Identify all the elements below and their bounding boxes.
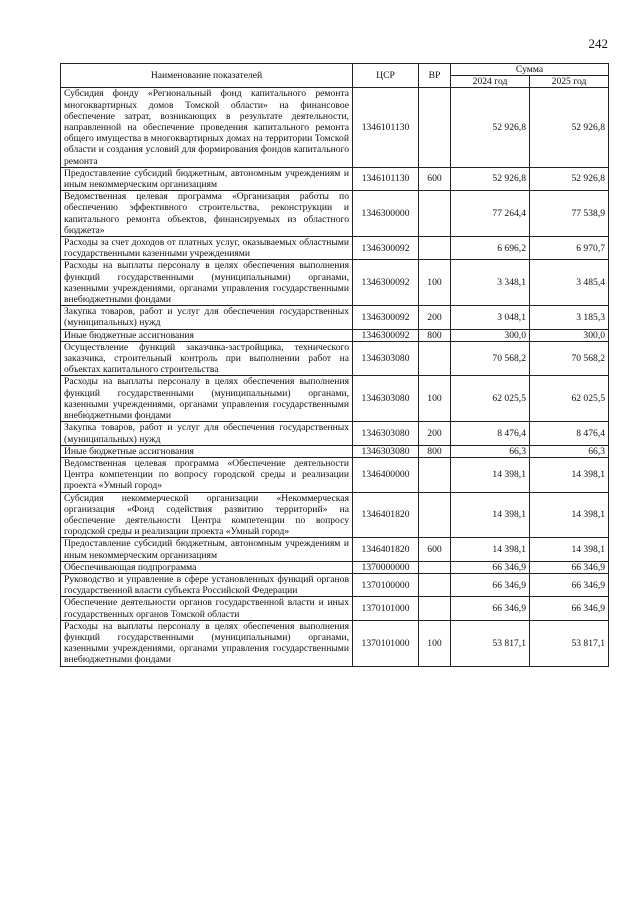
row-amount-2025: 14 398,1: [530, 538, 609, 561]
row-amount-2024: 14 398,1: [451, 492, 530, 538]
row-amount-2024: 3 348,1: [451, 260, 530, 306]
row-name: Субсидия некоммерческой организации «Некоммерческая организация «Фонд содействия развитию территорий» на обеспечение деятельности Центра компетенции по вопросу городской среды и реализации проекта «Умный город»: [61, 492, 353, 538]
row-csr: 1346300092: [353, 329, 419, 341]
header-year-2025: 2025 год: [530, 76, 609, 88]
table-row: [61, 191, 609, 237]
budget-table: [60, 63, 609, 667]
table-row: [61, 329, 609, 341]
row-csr: 1346303080: [353, 422, 419, 445]
table-row: [61, 341, 609, 376]
row-amount-2025: 70 568,2: [530, 341, 609, 376]
header-sum: Сумма: [451, 64, 609, 76]
row-amount-2024: 77 264,4: [451, 191, 530, 237]
row-csr: 1370101000: [353, 620, 419, 666]
row-name: Расходы на выплаты персоналу в целях обеспечения выполнения функций государственными (муниципальными) органами, казенными учреждениями, органами управления государственными внебюджетными фондами: [61, 620, 353, 666]
table-row: [61, 376, 609, 422]
row-name: Иные бюджетные ассигнования: [61, 445, 353, 457]
table-row: [61, 492, 609, 538]
row-csr: 1346400000: [353, 457, 419, 492]
table-row: [61, 306, 609, 329]
row-name: Ведомственная целевая программа «Организация работы по обеспечению эффективного строительства, реконструкции и капитального ремонта объектов, финансируемых из областного бюджета»: [61, 191, 353, 237]
table-row: [61, 620, 609, 666]
row-amount-2024: 14 398,1: [451, 538, 530, 561]
row-amount-2024: 53 817,1: [451, 620, 530, 666]
row-name: Предоставление субсидий бюджетным, автономным учреждениям и иным некоммерческим организациям: [61, 538, 353, 561]
row-vr: [419, 597, 451, 620]
row-csr: 1346401820: [353, 538, 419, 561]
row-name: Расходы на выплаты персоналу в целях обеспечения выполнения функций государственными (муниципальными) органами, казенными учреждениями, органами управления государственными внебюджетными фондами: [61, 376, 353, 422]
table-row: [61, 457, 609, 492]
row-amount-2025: 66,3: [530, 445, 609, 457]
row-csr: 1346300092: [353, 260, 419, 306]
row-vr: 600: [419, 538, 451, 561]
row-vr: [419, 88, 451, 167]
table-row: [61, 260, 609, 306]
row-csr: 1346101130: [353, 88, 419, 167]
row-vr: 100: [419, 620, 451, 666]
row-csr: 1346303080: [353, 445, 419, 457]
row-amount-2024: 8 476,4: [451, 422, 530, 445]
table-row: [61, 88, 609, 167]
row-amount-2025: 66 346,9: [530, 573, 609, 596]
row-amount-2024: 300,0: [451, 329, 530, 341]
table-row: [61, 573, 609, 596]
row-amount-2025: 52 926,8: [530, 167, 609, 190]
table-row: [61, 167, 609, 190]
row-amount-2025: 62 025,5: [530, 376, 609, 422]
row-amount-2025: 6 970,7: [530, 237, 609, 260]
row-amount-2025: 3 485,4: [530, 260, 609, 306]
row-amount-2024: 66 346,9: [451, 573, 530, 596]
table-body: [61, 88, 609, 666]
row-amount-2024: 52 926,8: [451, 88, 530, 167]
table-row: [61, 597, 609, 620]
row-vr: [419, 191, 451, 237]
row-vr: 100: [419, 260, 451, 306]
row-vr: [419, 457, 451, 492]
row-amount-2024: 70 568,2: [451, 341, 530, 376]
row-name: Обеспечивающая подпрограмма: [61, 561, 353, 573]
row-amount-2025: 66 346,9: [530, 597, 609, 620]
row-vr: 600: [419, 167, 451, 190]
row-csr: 1346401820: [353, 492, 419, 538]
row-name: Расходы за счет доходов от платных услуг, оказываемых областными государственными казенными учреждениями: [61, 237, 353, 260]
row-amount-2025: 14 398,1: [530, 492, 609, 538]
row-vr: 100: [419, 376, 451, 422]
table-row: [61, 445, 609, 457]
table-row: [61, 422, 609, 445]
header-csr: ЦСР: [353, 64, 419, 88]
row-amount-2024: 66 346,9: [451, 597, 530, 620]
table-header: [61, 64, 609, 88]
row-name: Расходы на выплаты персоналу в целях обеспечения выполнения функций государственными (муниципальными) органами, казенными учреждениями, органами управления государственными внебюджетными фондами: [61, 260, 353, 306]
row-amount-2024: 3 048,1: [451, 306, 530, 329]
row-amount-2025: 77 538,9: [530, 191, 609, 237]
row-name: Руководство и управление в сфере установленных функций органов государственной власти субъекта Российской Федерации: [61, 573, 353, 596]
row-vr: [419, 237, 451, 260]
header-name: Наименование показателей: [61, 64, 353, 88]
row-amount-2025: 14 398,1: [530, 457, 609, 492]
row-csr: 1346303080: [353, 341, 419, 376]
row-amount-2025: 8 476,4: [530, 422, 609, 445]
row-csr: 1346300092: [353, 237, 419, 260]
row-name: Осуществление функций заказчика-застройщика, технического заказчика, строительный контроль при выполнении работ на объектах капитального строительства: [61, 341, 353, 376]
row-vr: 800: [419, 445, 451, 457]
row-csr: 1370000000: [353, 561, 419, 573]
row-amount-2024: 6 696,2: [451, 237, 530, 260]
row-amount-2024: 62 025,5: [451, 376, 530, 422]
row-vr: 800: [419, 329, 451, 341]
row-amount-2025: 3 185,3: [530, 306, 609, 329]
row-csr: 1346101130: [353, 167, 419, 190]
header-year-2024: 2024 год: [451, 76, 530, 88]
table-row: [61, 538, 609, 561]
row-vr: [419, 341, 451, 376]
row-csr: 1346303080: [353, 376, 419, 422]
table-row: [61, 237, 609, 260]
row-vr: 200: [419, 306, 451, 329]
row-csr: 1346300092: [353, 306, 419, 329]
row-csr: 1370100000: [353, 573, 419, 596]
row-name: Ведомственная целевая программа «Обеспечение деятельности Центра компетенции по вопросу городской среды и реализации проекта «Умный город»: [61, 457, 353, 492]
row-amount-2025: 53 817,1: [530, 620, 609, 666]
row-amount-2025: 52 926,8: [530, 88, 609, 167]
row-name: Закупка товаров, работ и услуг для обеспечения государственных (муниципальных) нужд: [61, 422, 353, 445]
row-name: Субсидия фонду «Региональный фонд капитального ремонта многоквартирных домов Томской области» на финансовое обеспечение затрат, возникающих в результате деятельности, направленной на обеспечение проведения капитального ремонта общего имущества в многоквартирных домах на территории Томской области и создания условий для формирования фондов капитального ремонта: [61, 88, 353, 167]
row-amount-2025: 300,0: [530, 329, 609, 341]
row-amount-2024: 66,3: [451, 445, 530, 457]
row-name: Иные бюджетные ассигнования: [61, 329, 353, 341]
table-row: [61, 561, 609, 573]
row-csr: 1346300000: [353, 191, 419, 237]
row-amount-2024: 14 398,1: [451, 457, 530, 492]
row-amount-2025: 66 346,9: [530, 561, 609, 573]
header-vr: ВР: [419, 64, 451, 88]
row-vr: [419, 561, 451, 573]
row-vr: 200: [419, 422, 451, 445]
row-name: Предоставление субсидий бюджетным, автономным учреждениям и иным некоммерческим организациям: [61, 167, 353, 190]
page-number: 242: [588, 36, 608, 51]
row-vr: [419, 573, 451, 596]
row-vr: [419, 492, 451, 538]
row-name: Обеспечение деятельности органов государственной власти и иных государственных органов Томской области: [61, 597, 353, 620]
row-name: Закупка товаров, работ и услуг для обеспечения государственных (муниципальных) нужд: [61, 306, 353, 329]
row-amount-2024: 66 346,9: [451, 561, 530, 573]
row-amount-2024: 52 926,8: [451, 167, 530, 190]
row-csr: 1370101000: [353, 597, 419, 620]
